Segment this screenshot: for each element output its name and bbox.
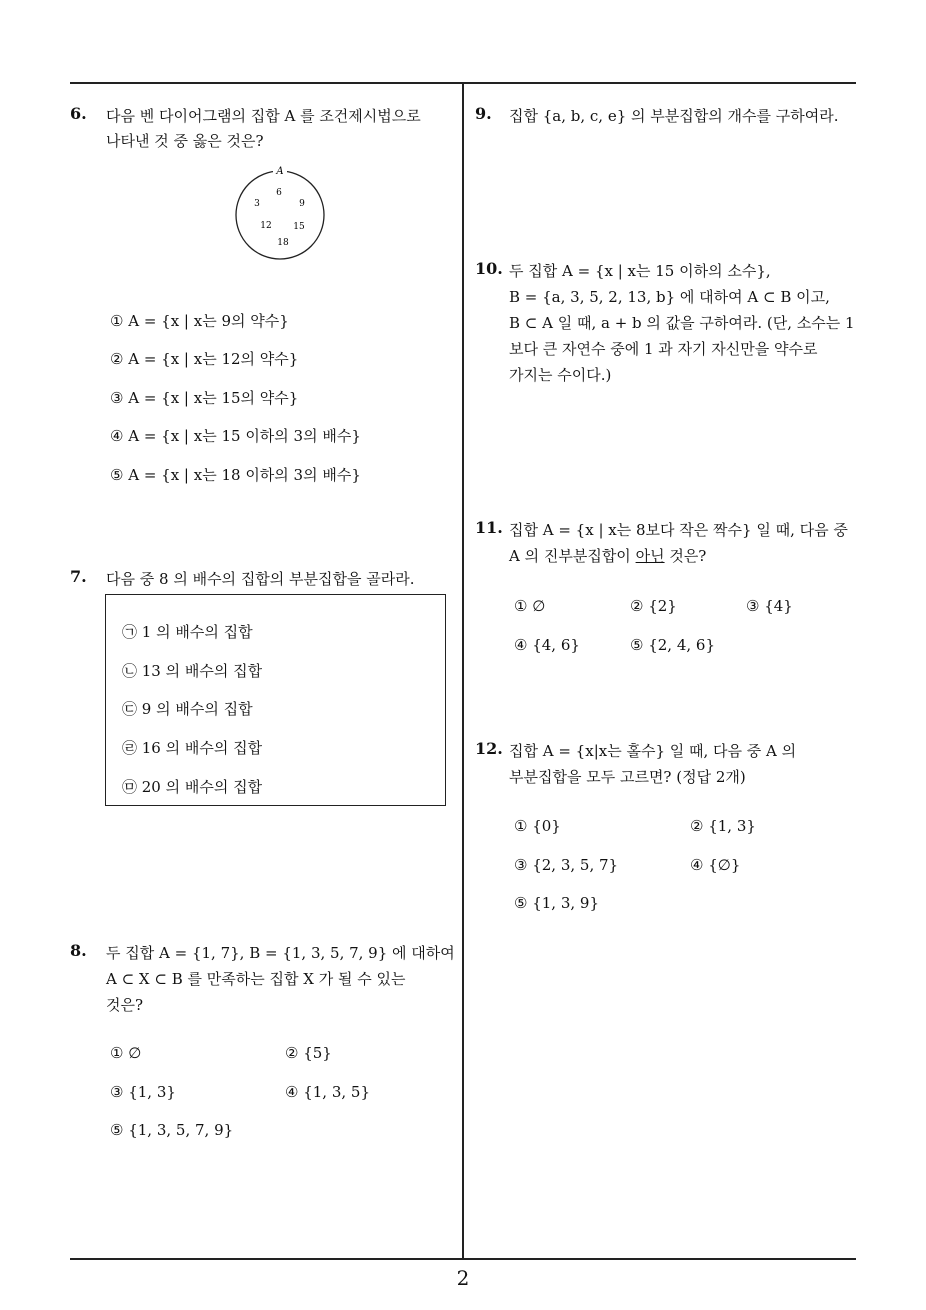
venn-element: 3 <box>254 199 260 209</box>
question-text: 보다 큰 자연수 중에 1 과 자기 자신만을 약수로 <box>509 340 818 358</box>
option-4[interactable]: ④ {∅} <box>690 856 741 874</box>
venn-element: 18 <box>277 238 289 248</box>
question-number: 11. <box>475 518 503 537</box>
option-2[interactable]: ② {2} <box>630 597 677 615</box>
question-number: 9. <box>475 104 492 123</box>
option-5[interactable]: ⑤ {1, 3, 9} <box>514 894 600 912</box>
option-5[interactable]: ⑤ {1, 3, 5, 7, 9} <box>110 1121 234 1139</box>
question-text: 두 집합 A = {1, 7}, B = {1, 3, 5, 7, 9} 에 대하여 <box>106 944 455 962</box>
question-number: 12. <box>475 739 503 758</box>
option-1[interactable]: ① A = {x | x는 9의 약수} <box>110 312 289 330</box>
option-1[interactable]: ① ∅ <box>110 1044 142 1062</box>
venn-diagram <box>228 160 338 260</box>
option-4[interactable]: ④ A = {x | x는 15 이하의 3의 배수} <box>110 427 361 445</box>
option-5[interactable]: ⑤ {2, 4, 6} <box>630 636 716 654</box>
set-label: A <box>276 166 284 177</box>
question-text: 다음 벤 다이어그램의 집합 A 를 조건제시법으로 <box>106 107 421 125</box>
option-3[interactable]: ③ A = {x | x는 15의 약수} <box>110 389 299 407</box>
question-text: 부분집합을 모두 고르면? (정답 2개) <box>509 768 746 786</box>
question-number: 7. <box>70 567 87 586</box>
question-text: A 의 진부분집합이 아닌 것은? <box>509 547 707 565</box>
question-number: 10. <box>475 259 503 278</box>
question-text: 것은? <box>106 996 144 1014</box>
question-text: B ⊂ A 일 때, a + b 의 값을 구하여라. (단, 소수는 1 <box>509 314 855 332</box>
question-text: 집합 A = {x|x는 홀수} 일 때, 다음 중 A 의 <box>509 742 797 760</box>
option-2[interactable]: ② {1, 3} <box>690 817 756 835</box>
option-3[interactable]: ③ {4} <box>746 597 793 615</box>
question-text: 가지는 수이다.) <box>509 366 612 384</box>
choice-item[interactable]: ㉣ 16 의 배수의 집합 <box>122 739 263 757</box>
option-3[interactable]: ③ {1, 3} <box>110 1083 176 1101</box>
option-4[interactable]: ④ {1, 3, 5} <box>285 1083 371 1101</box>
page-number: 2 <box>456 1266 470 1290</box>
question-number: 8. <box>70 941 87 960</box>
venn-element: 6 <box>276 188 282 198</box>
option-4[interactable]: ④ {4, 6} <box>514 636 580 654</box>
option-5[interactable]: ⑤ A = {x | x는 18 이하의 3의 배수} <box>110 466 361 484</box>
option-3[interactable]: ③ {2, 3, 5, 7} <box>514 856 619 874</box>
question-text: 집합 {a, b, c, e} 의 부분집합의 개수를 구하여라. <box>509 107 839 125</box>
question-text: 두 집합 A = {x | x는 15 이하의 소수}, <box>509 262 771 280</box>
choice-item[interactable]: ㉢ 9 의 배수의 집합 <box>122 700 253 718</box>
question-number: 6. <box>70 104 87 123</box>
option-1[interactable]: ① ∅ <box>514 597 546 615</box>
choice-item[interactable]: ㉡ 13 의 배수의 집합 <box>122 662 263 680</box>
venn-element: 9 <box>299 199 305 209</box>
option-2[interactable]: ② {5} <box>285 1044 332 1062</box>
choice-item[interactable]: ㉤ 20 의 배수의 집합 <box>122 778 263 796</box>
venn-element: 15 <box>293 222 305 232</box>
question-text: B = {a, 3, 5, 2, 13, b} 에 대하여 A ⊂ B 이고, <box>509 288 830 306</box>
venn-element: 12 <box>260 221 272 231</box>
question-text: 다음 중 8 의 배수의 집합의 부분집합을 골라라. <box>106 570 415 588</box>
question-text: 집합 A = {x | x는 8보다 작은 짝수} 일 때, 다음 중 <box>509 521 848 539</box>
column-divider <box>462 82 464 1259</box>
question-text: A ⊂ X ⊂ B 를 만족하는 집합 X 가 될 수 있는 <box>106 970 406 988</box>
choice-item[interactable]: ㉠ 1 의 배수의 집합 <box>122 623 253 641</box>
option-2[interactable]: ② A = {x | x는 12의 약수} <box>110 350 299 368</box>
bottom-rule <box>70 1258 856 1260</box>
underlined-word: 아닌 <box>635 547 665 565</box>
option-1[interactable]: ① {0} <box>514 817 561 835</box>
question-text: 나타낸 것 중 옳은 것은? <box>106 132 264 150</box>
